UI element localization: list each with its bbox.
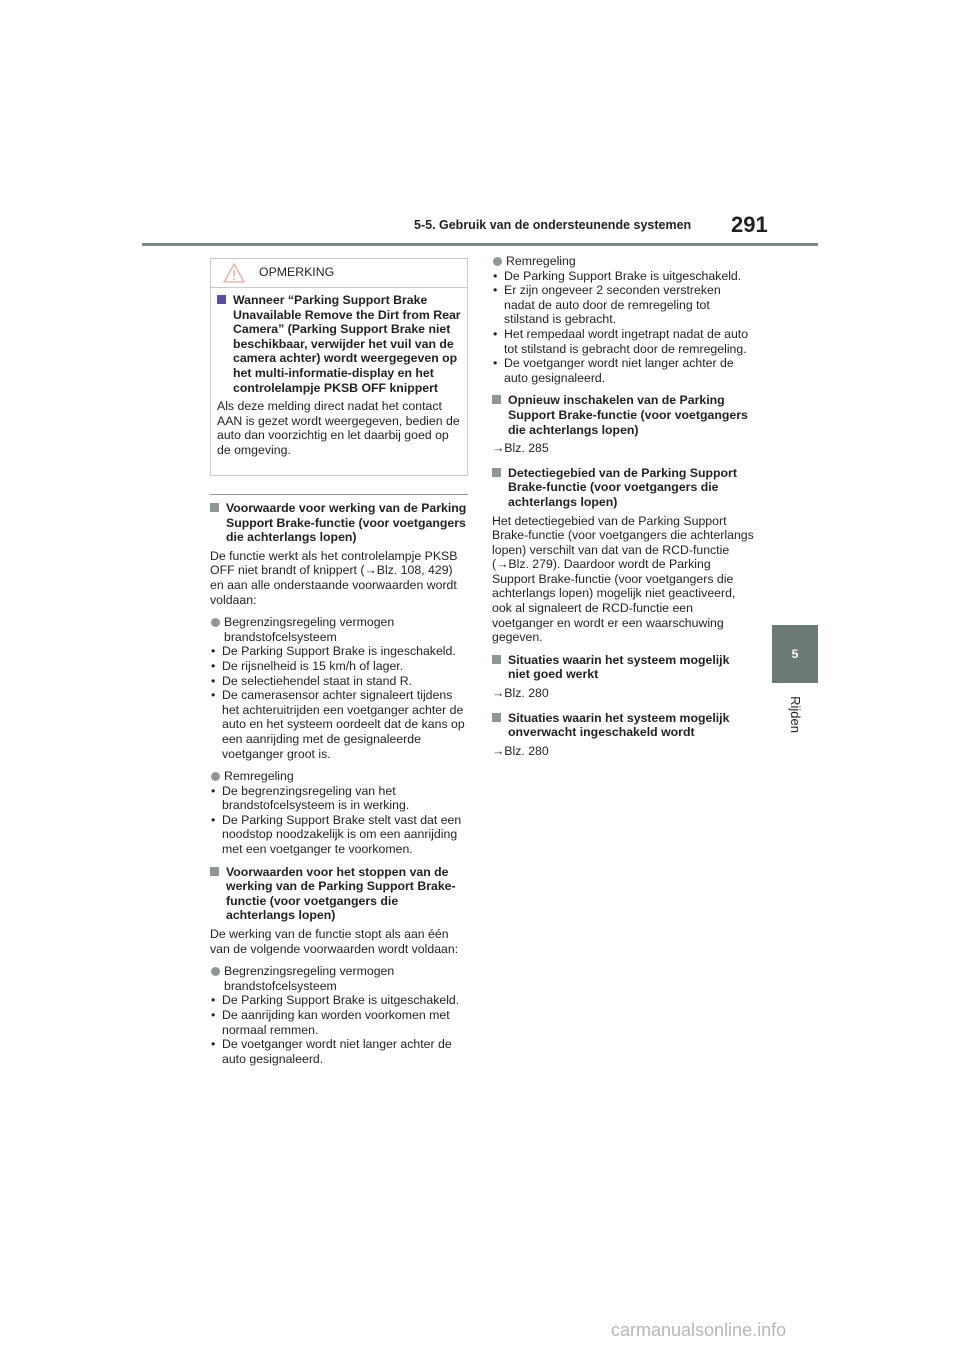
- section-heading: [492, 393, 754, 437]
- bullet-list: [210, 784, 468, 857]
- bullet-list: [210, 993, 468, 1066]
- section-divider: [210, 494, 468, 495]
- note-heading: [217, 293, 461, 395]
- bullet-list: [210, 644, 468, 761]
- section-heading: [492, 466, 754, 510]
- section-heading: [210, 865, 468, 923]
- page-reference-link[interactable]: →Blz. 280: [492, 686, 549, 701]
- list-item: • De voetganger wordt niet langer achter de auto gesignaleerd.: [210, 1037, 468, 1066]
- list-item: • Er zijn ongeveer 2 seconden verstreken nadat de auto door de remregeling tot stilstand is gebracht.: [492, 283, 754, 327]
- square-bullet-icon: [492, 655, 501, 664]
- right-column: [492, 254, 754, 768]
- sub-heading: [210, 615, 468, 644]
- section-heading: [492, 653, 754, 682]
- circle-bullet-icon: [211, 967, 220, 976]
- section-heading-text: Voorwaarde voor werking van de Parking Support Brake-functie (voor voetgangers die achterlangs lopen): [226, 501, 467, 545]
- square-bullet-icon: [492, 395, 501, 404]
- list-item: • De selectiehendel staat in stand R.: [210, 674, 468, 689]
- list-item: • De Parking Support Brake is ingeschakeld.: [210, 644, 468, 659]
- section-heading-text: Situaties waarin het systeem mogelijk onverwacht ingeschakeld wordt: [508, 710, 730, 740]
- section-heading: [492, 711, 754, 740]
- square-bullet-icon: [210, 867, 219, 876]
- sub-heading-text: Begrenzingsregeling vermogen brandstofcelsysteem: [224, 615, 395, 644]
- section-heading-text: Opnieuw inschakelen van de Parking Support Brake-functie (voor voetgangers die achterlangs lopen): [508, 393, 748, 437]
- circle-bullet-icon: [211, 772, 220, 781]
- note-text: Als deze melding direct nadat het contact AAN is gezet wordt weergegeven, bedien de auto dan voorzichtig en let daarbij goed op de omgeving.: [217, 399, 460, 457]
- note-heading-text: Wanneer “Parking Support Brake Unavailable Remove the Dirt from Rear Camera” (Parking Support Brake niet beschikbaar, verwijder het vuil van de camera achter) wordt weergegeven op het multi-informatie-display en het controlelampje PKSB OFF knippert: [233, 293, 461, 395]
- page-reference-link[interactable]: →Blz. 285: [492, 441, 549, 456]
- warning-triangle-icon: [223, 263, 245, 283]
- circle-bullet-icon: [211, 618, 220, 627]
- note-header: [211, 259, 467, 288]
- list-item: • De aanrijding kan worden voorkomen met normaal remmen.: [210, 1008, 468, 1037]
- square-bullet-icon: [217, 295, 226, 304]
- list-item: • De rijsnelheid is 15 km/h of lager.: [210, 659, 468, 674]
- bullet-list: [492, 269, 754, 386]
- square-bullet-icon: [210, 503, 219, 512]
- paragraph: De werking van de functie stopt als aan één van de volgende voorwaarden wordt voldaan:: [210, 927, 459, 956]
- list-item: • De camerasensor achter signaleert tijdens het achteruitrijden een voetganger achter de auto en het systeem oordeelt dat de kans op een aanrijding met de gesignaleerde voetganger groot is.: [210, 688, 468, 761]
- square-bullet-icon: [492, 468, 501, 477]
- paragraph: De functie werkt als het controlelampje PKSB OFF niet brandt of knippert (→Blz. 108, 429) en aan alle onderstaande voorwaarden wordt voldaan:: [210, 548, 458, 607]
- section-title: 5-5. Gebruik van de ondersteunende systemen: [414, 218, 692, 232]
- list-item: • De Parking Support Brake is uitgeschakeld.: [492, 269, 754, 284]
- list-item: • De begrenzingsregeling van het brandstofcelsysteem is in werking.: [210, 784, 468, 813]
- list-item: • De voetganger wordt niet langer achter de auto gesignaleerd.: [492, 356, 754, 385]
- page-reference-link[interactable]: →Blz. 280: [492, 743, 549, 758]
- chapter-number-tab[interactable]: 5: [772, 625, 818, 683]
- circle-bullet-icon: [493, 257, 502, 266]
- list-item: • Het rempedaal wordt ingetrapt nadat de auto tot stilstand is gebracht door de remregeling.: [492, 327, 754, 356]
- note-title: OPMERKING: [259, 265, 335, 279]
- sub-heading: [210, 769, 468, 784]
- section-heading: [210, 501, 468, 545]
- sub-heading: [210, 964, 468, 993]
- square-bullet-icon: [492, 713, 501, 722]
- sub-heading: [492, 254, 754, 269]
- page-number: 291: [731, 212, 768, 237]
- watermark: carmanualsonline.info: [611, 1320, 787, 1340]
- section-heading-text: Situaties waarin het systeem mogelijk niet goed werkt: [508, 652, 730, 682]
- section-heading-text: Voorwaarden voor het stoppen van de werking van de Parking Support Brake-functie (voor voetgangers die achterlangs lopen): [226, 864, 456, 923]
- chapter-label: [780, 692, 810, 736]
- chapter-label-text: Rijden: [787, 695, 803, 733]
- sub-heading-text: Remregeling: [506, 254, 576, 268]
- note-body: [211, 288, 467, 458]
- paragraph: Het detectiegebied van de Parking Support Brake-functie (voor voetgangers die achterlangs lopen) verschilt van dat van de RCD-functie (→Blz. 279). Daardoor wordt de Parking Support Brake-functie (voor voetgangers die achterlangs lopen) mogelijk niet geactiveerd, ook al signaleert de RCD-functie een voetganger en wordt er een waarschuwing gegeven.: [492, 513, 754, 645]
- note-box: [210, 258, 468, 476]
- sub-heading-text: Remregeling: [224, 769, 294, 784]
- section-heading-text: Detectiegebied van de Parking Support Brake-functie (voor voetgangers die achterlangs lopen): [508, 465, 737, 509]
- left-column: [210, 494, 468, 1074]
- list-item: • De Parking Support Brake is uitgeschakeld.: [210, 993, 468, 1008]
- header-divider: [142, 243, 818, 246]
- list-item: • De Parking Support Brake stelt vast dat een noodstop noodzakelijk is om een aanrijding met een voetganger te voorkomen.: [210, 813, 468, 857]
- sub-heading-text: Begrenzingsregeling vermogen brandstofcelsysteem: [224, 964, 395, 993]
